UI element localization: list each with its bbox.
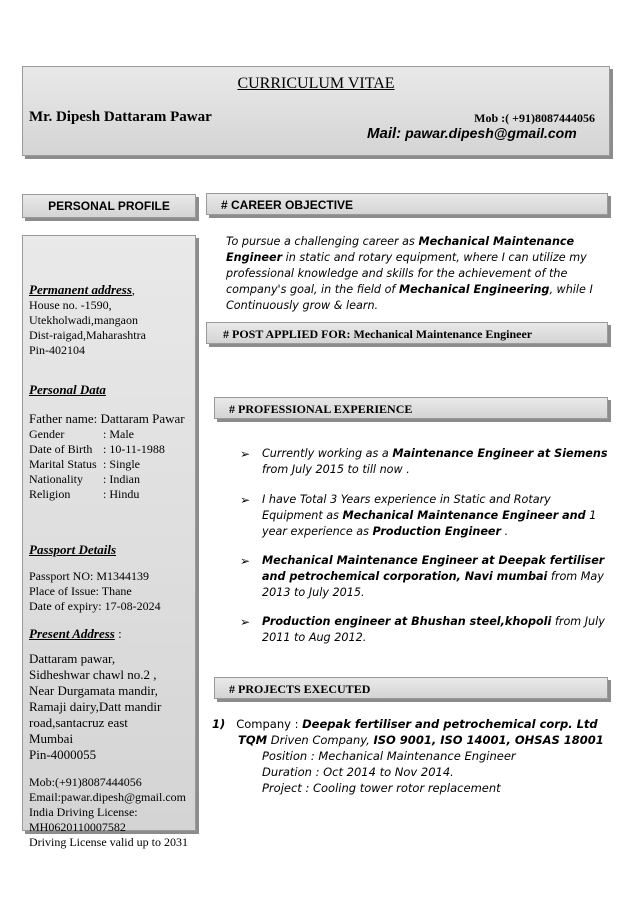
permanent-address-heading: Permanent address, <box>29 282 135 297</box>
passport-line: Place of Issue: Thane <box>29 584 132 598</box>
present-address-line: Pin-4000055 <box>29 747 97 762</box>
present-address-heading: Present Address : <box>29 626 122 641</box>
contact-line: Mob:(+91)8087444056 <box>29 775 142 789</box>
personal-row: Marital Status : Single <box>29 457 141 471</box>
email-line <box>367 125 577 142</box>
present-address-line: Dattaram pawar, <box>29 651 116 666</box>
contact-line: Email:pawar.dipesh@gmail.com <box>29 790 187 804</box>
personal-profile-heading: PERSONAL PROFILE <box>22 194 196 218</box>
career-objective-text: To pursue a challenging career as Mechanical Maintenance Engineer in static and rotary equipment, where I can utilize my professional knowledge and skills for the achievement of the company's goal, in the field of Mechanical Engineering, while I Continuously grow & learn. <box>226 235 593 312</box>
career-objective-heading: # CAREER OBJECTIVE <box>206 193 608 215</box>
present-address-line: Ramaji dairy,Datt mandir <box>29 699 162 714</box>
page-title: CURRICULUM VITAE <box>237 75 395 92</box>
address-line: Pin-402104 <box>29 343 86 357</box>
contact-line: Driving License valid up to 2031 <box>29 835 188 849</box>
contact-line: MH0620110007582 <box>29 820 126 834</box>
header-box <box>22 66 610 156</box>
mail-label: Mail: <box>367 125 402 142</box>
experience-item: ➢ Production engineer at Bhushan steel,khopoli from July 2011 to Aug 2012. <box>240 615 605 644</box>
address-line: House no. -1590, <box>29 298 112 312</box>
personal-row: Date of Birth : 10-11-1988 <box>29 442 165 456</box>
address-line: Dist-raigad,Maharashtra <box>29 328 146 342</box>
present-address-line: Near Durgamata mandir, <box>29 683 158 698</box>
projects-executed-heading: # PROJECTS EXECUTED <box>214 677 608 699</box>
present-address-line: road,santacruz east <box>29 715 128 730</box>
personal-row: Religion : Hindu <box>29 487 140 501</box>
post-applied-heading: # POST APPLIED FOR: Mechanical Maintenance Engineer <box>206 322 608 344</box>
experience-item: ➢ Mechanical Maintenance Engineer at Deepak fertiliser and petrochemical corporation, Navi mumbai from May 2013 to July 2015. <box>240 554 605 599</box>
personal-data-heading: Personal Data <box>29 382 106 397</box>
project-position: Position : Mechanical Maintenance Engineer <box>262 749 516 763</box>
project-item <box>212 716 612 796</box>
arrow-bullet-icon: ➢ <box>240 615 251 629</box>
present-address-line: Sidheshwar chawl no.2 , <box>29 667 157 682</box>
project-tqm-line: TQM Driven Company, ISO 9001, ISO 14001, OHSAS 18001 <box>238 733 604 747</box>
personal-profile-panel <box>22 235 196 849</box>
professional-experience-heading: # PROFESSIONAL EXPERIENCE <box>214 397 608 419</box>
present-address-line: Mumbai <box>29 731 74 746</box>
passport-line: Passport NO: M1344139 <box>29 569 150 583</box>
experience-item: ➢ Currently working as a Maintenance Engineer at Siemens from July 2015 to till now . <box>240 447 608 476</box>
project-description: Project : Cooling tower rotor replacement <box>262 781 501 795</box>
personal-row: Gender : Male <box>29 427 134 441</box>
passport-details-heading: Passport Details <box>29 542 117 557</box>
passport-line: Date of expiry: 17-08-2024 <box>29 599 161 613</box>
project-company-line: 1) Company : Deepak fertiliser and petrochemical corp. Ltd <box>212 717 598 731</box>
mail-value: pawar.dipesh@gmail.com <box>405 125 577 141</box>
arrow-bullet-icon: ➢ <box>240 554 251 568</box>
project-duration: Duration : Oct 2014 to Nov 2014. <box>262 765 454 779</box>
mobile-number: Mob :( +91)8087444056 <box>474 111 595 125</box>
contact-line: India Driving License: <box>29 805 138 819</box>
candidate-name: Mr. Dipesh Dattaram Pawar <box>29 109 212 125</box>
experience-item: ➢ I have Total 3 Years experience in Static and Rotary Equipment as Mechanical Maintenance Engineer and 1 year experience as Production Engineer . <box>240 493 597 538</box>
arrow-bullet-icon: ➢ <box>240 447 251 461</box>
address-line: Utekholwadi,mangaon <box>29 313 138 327</box>
arrow-bullet-icon: ➢ <box>240 493 251 507</box>
father-name: Father name: Dattaram Pawar <box>29 411 185 426</box>
personal-row: Nationality : Indian <box>29 472 140 486</box>
